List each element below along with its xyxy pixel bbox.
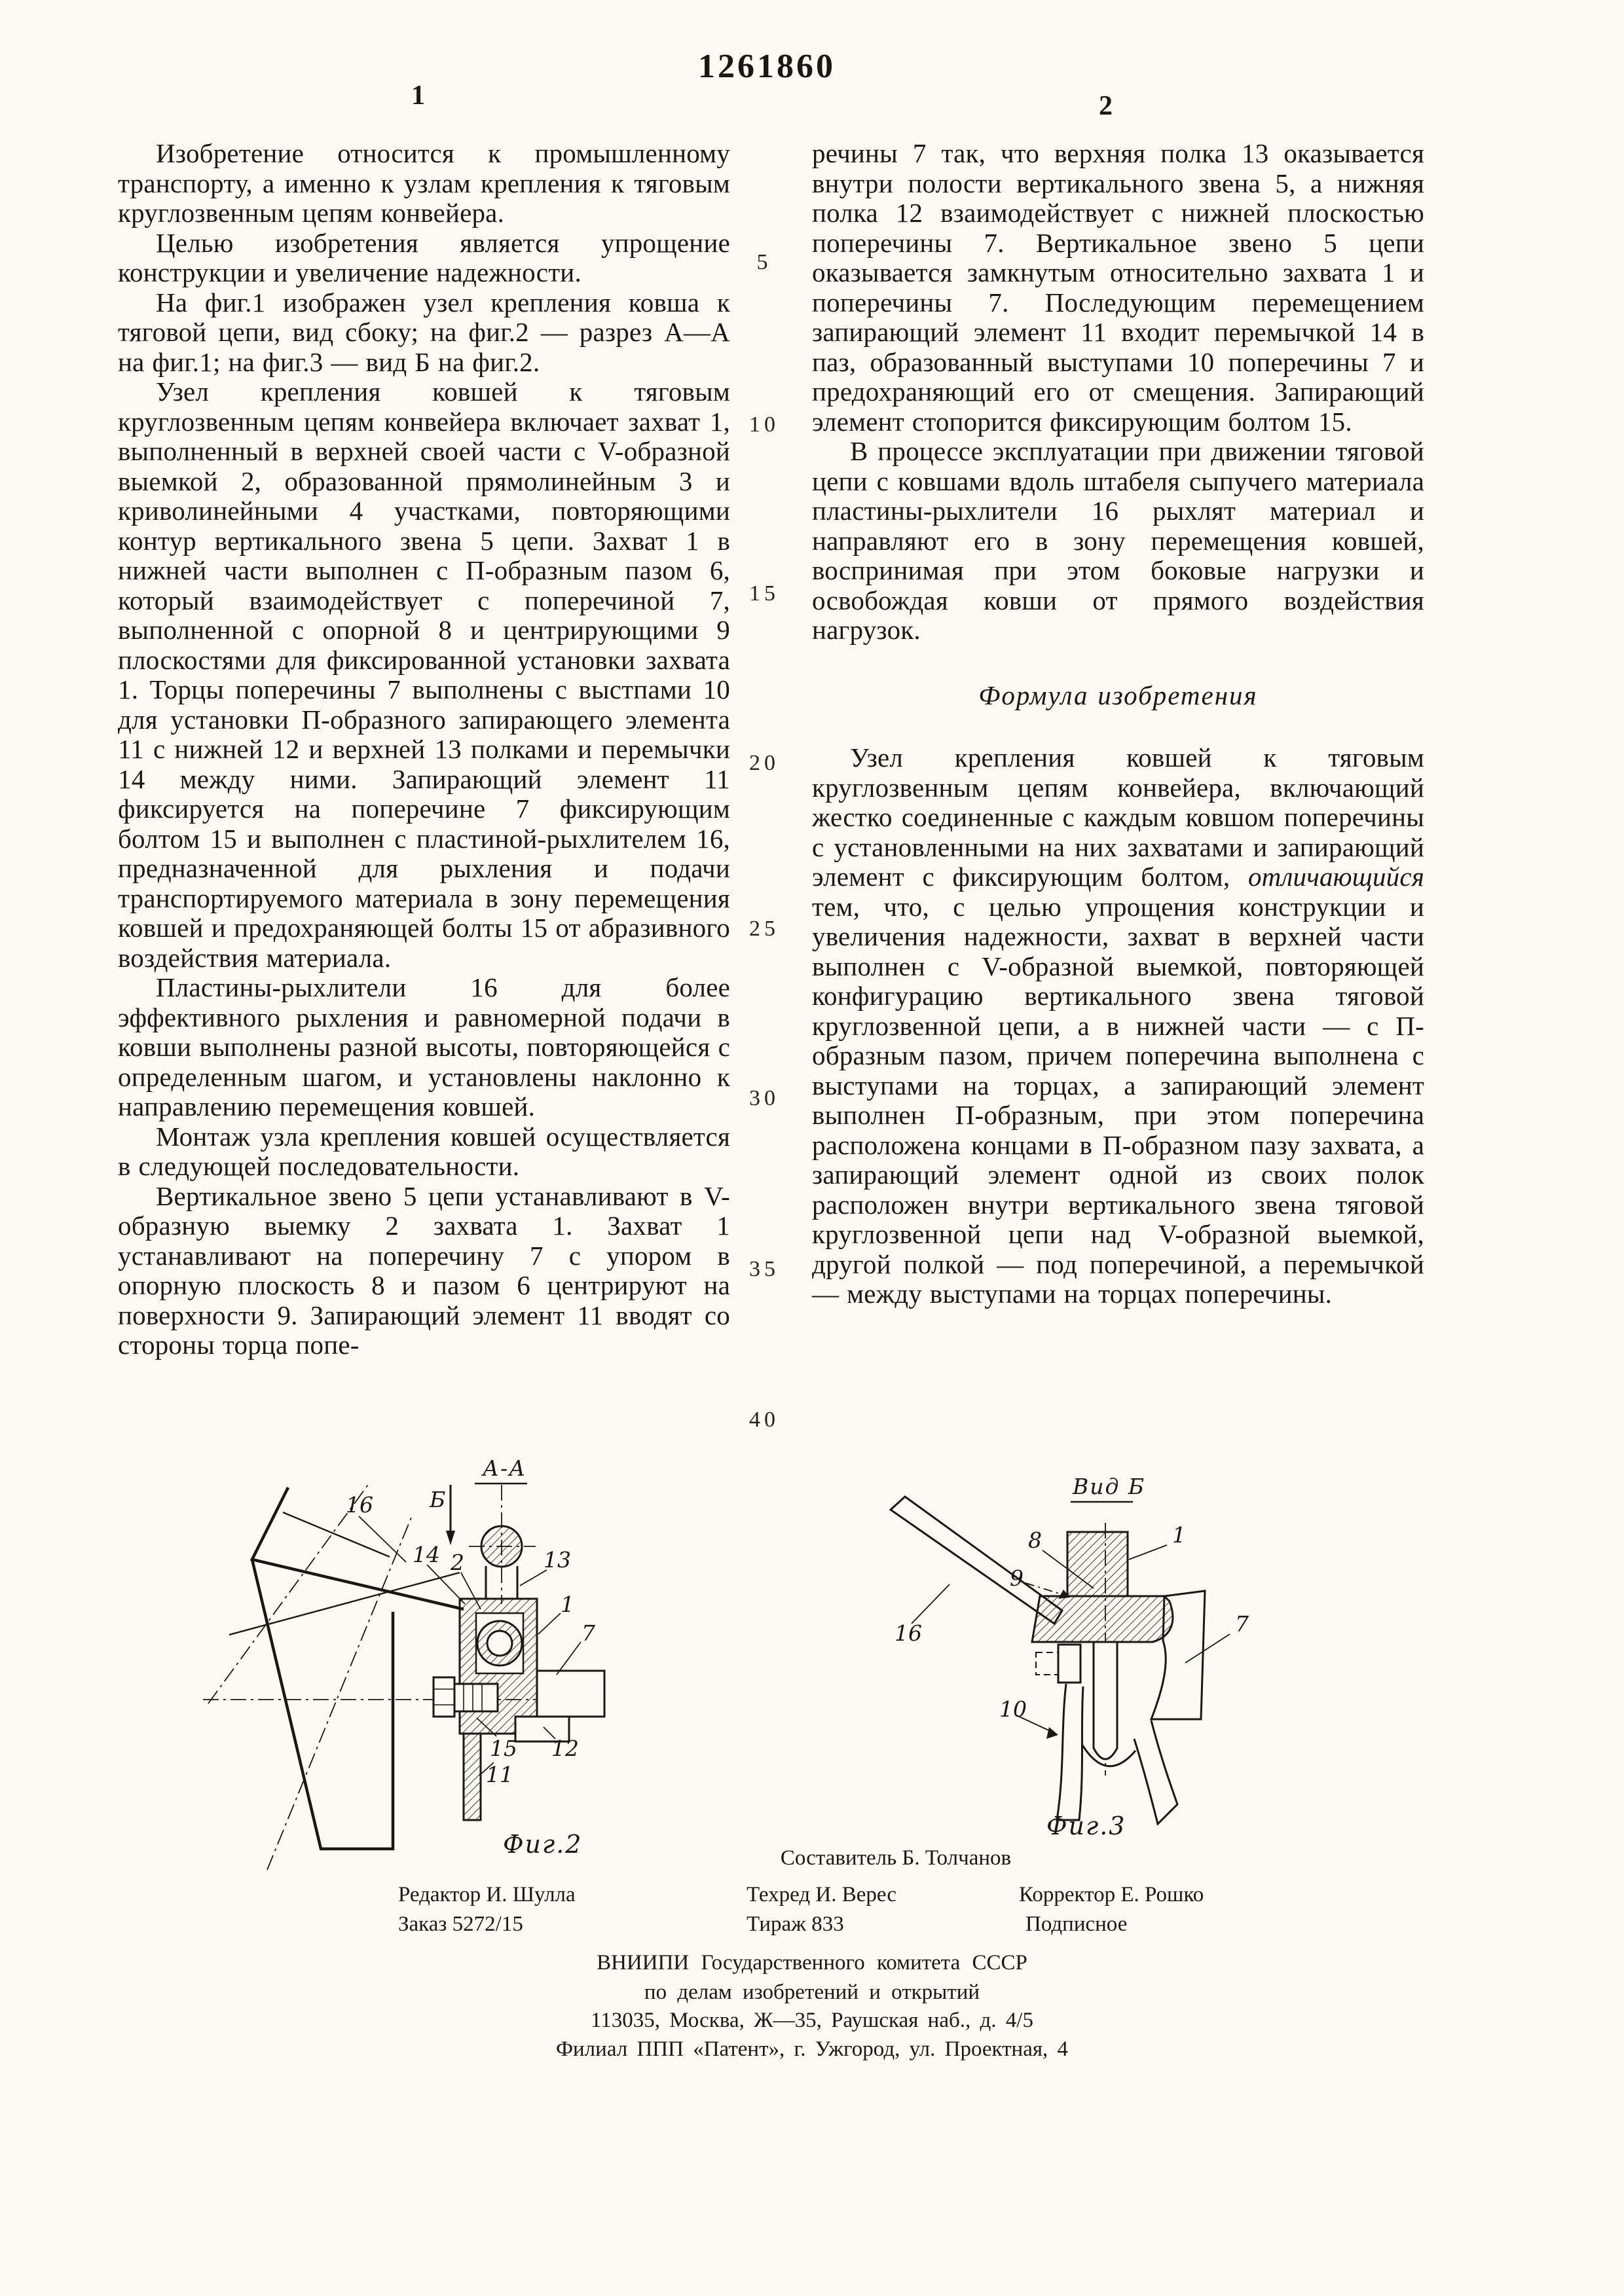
figure-2-section-drawing xyxy=(190,1447,661,1872)
callout-13: 13 xyxy=(544,1547,571,1573)
claim-paragraph xyxy=(812,743,1424,1309)
callout-10: 10 xyxy=(999,1696,1027,1722)
chain-link-right-prong xyxy=(1134,1721,1177,1824)
chain-link-cross-section xyxy=(481,1526,522,1567)
callout-1: 1 xyxy=(561,1592,574,1617)
chain-link-left-prong xyxy=(1057,1684,1083,1820)
line-number-35: 35 xyxy=(749,1257,779,1281)
ripper-plate xyxy=(891,1497,1062,1624)
callout-9: 9 xyxy=(1010,1565,1024,1591)
column-number-left: 1 xyxy=(411,81,425,111)
figure-3-caption: Фиг.3 xyxy=(1046,1812,1126,1840)
arrow-label: Б xyxy=(430,1487,447,1512)
footer-techred: Техред И. Верес xyxy=(747,1883,896,1906)
footer-print-run: Тираж 833 xyxy=(747,1912,844,1936)
bolt-head xyxy=(434,1677,454,1717)
paragraph: Монтаж узла крепления ковшей осуществляется в следующей последовательности. xyxy=(118,1121,730,1181)
bolt-side xyxy=(1058,1645,1080,1683)
grip-hatched xyxy=(1067,1532,1128,1596)
callout-8: 8 xyxy=(1028,1527,1042,1553)
view-label: Вид Б xyxy=(1073,1474,1146,1499)
cross-beam xyxy=(537,1671,604,1717)
paragraph-continuation: речины 7 так, что верхняя полка 13 оказывается внутри полости вертикального звена 5, а нижняя полка 12 взаимодействует с нижней плоскостью поперечины 7. Вертикальное звено 5 цепи оказывается замкнутым относительно захвата 1 и поперечины 7. Последующим перемещением запирающий элемент 11 входит перемычкой 14 в паз, образованный выступами 10 поперечины 7 и предохраняющий его от смещения. Запирающий элемент стопорится фиксирующим болтом 15. xyxy=(812,138,1424,437)
bolt-shaft xyxy=(454,1684,498,1711)
callout-16: 16 xyxy=(346,1492,373,1518)
paragraph: Целью изобретения является упрощение конструкции и увеличение надежности. xyxy=(118,227,730,287)
chain-link-shank xyxy=(1094,1642,1117,1759)
figure-2-caption: Фиг.2 xyxy=(503,1830,583,1859)
footer-address: 113035, Москва, Ж—35, Раушская наб., д. 4/5 xyxy=(591,2009,1033,2032)
callout-15: 15 xyxy=(490,1736,517,1761)
callout-11: 11 xyxy=(486,1762,513,1787)
locking-plate-hatched xyxy=(464,1734,481,1820)
claim-heading: Формула изобретения xyxy=(978,680,1258,710)
patent-number: 1261860 xyxy=(698,48,836,85)
footer-editor: Редактор И. Шулла xyxy=(398,1883,576,1906)
paragraph: Вертикальное звено 5 цепи устанавливают в V-образную выемку 2 захвата 1. Захват 1 устанавливают на поперечину 7 с упором в опорную плоскость 8 и пазом 6 центрируют на поверхности 9. Запирающий элемент 11 вводят со стороны торца попе- xyxy=(118,1180,730,1360)
line-number-15: 15 xyxy=(749,581,779,606)
line-number-20: 20 xyxy=(749,751,779,775)
footer-organization: ВНИИПИ Государственного комитета СССР xyxy=(597,1951,1027,1975)
link-lower-bend-bore xyxy=(487,1631,512,1656)
footer-compiler: Составитель Б. Толчанов xyxy=(780,1846,1012,1870)
line-number-40: 40 xyxy=(749,1408,779,1432)
text-column-left xyxy=(118,139,730,1360)
footer-department: по делам изобретений и открытий xyxy=(644,1980,980,2004)
callout-1: 1 xyxy=(1172,1522,1186,1548)
callout-14: 14 xyxy=(413,1542,440,1567)
claim-text-post: тем, что, с целью упрощения конструкции и увеличения надежности, захват в верхней части выполнен с V-образной выемкой, повторяющей конфигурацию вертикального звена тяговой круглозвенной цепи, а в нижней части — с П-образным пазом, причем поперечина выполнена с выступами на торцах, а запирающий элемент выполнен П-образным, при этом поперечина расположена концами в П-образном пазу захвата, а запирающий элемент одной из своих полок расположен внутри вертикального звена тяговой круглозвенной цепи над V-образной выемкой, другой полкой — под поперечиной, а перемычкой — между выступами на торцах поперечины. xyxy=(812,891,1424,1309)
callout-16: 16 xyxy=(895,1620,922,1646)
paragraph: В процессе эксплуатации при движении тяговой цепи с ковшами вдоль штабеля сыпучего материала пластины-рыхлители 16 рыхлят материал и направляют его в зону перемещения ковшей, воспринимая при этом боковые нагрузки и освобождая ковши от прямого воздействия нагрузок. xyxy=(812,436,1424,645)
figure-3-view-drawing xyxy=(871,1467,1290,1846)
paragraph: Пластины-рыхлители 16 для более эффективного рыхления и равномерной подачи в ковши выполнены разной высоты, повторяющейся с определенным шагом, и установлены наклонно к направлению перемещения ковшей. xyxy=(118,972,730,1121)
callout-7: 7 xyxy=(581,1620,595,1646)
paragraph: Изобретение относится к промышленному транспорту, а именно к узлам крепления к тяговым круглозвенным цепям конвейера. xyxy=(118,138,730,228)
bolt-head-hidden xyxy=(1036,1652,1058,1675)
footer-subscription: Подписное xyxy=(1025,1912,1128,1936)
ripper-plate-lines xyxy=(229,1512,460,1635)
line-number-5: 5 xyxy=(756,250,772,274)
callout-7: 7 xyxy=(1235,1611,1249,1637)
text-column-right xyxy=(812,139,1424,1309)
line-number-30: 30 xyxy=(749,1086,779,1110)
beam-section-hatched xyxy=(1032,1596,1173,1642)
footer-branch: Филиал ППП «Патент», г. Ужгород, ул. Проектная, 4 xyxy=(555,2037,1069,2061)
claim-text-pre: Узел крепления ковшей к тяговым круглозвенным цепям конвейера, включающий жестко соединенные с каждым ковшом поперечины с установленными на них захватами и запирающий элемент с фиксирующим болтом, xyxy=(812,742,1424,892)
view-direction-arrow xyxy=(446,1485,455,1545)
claim-text-italic: отличающийся xyxy=(1247,862,1424,892)
footer-order-number: Заказ 5272/15 xyxy=(398,1912,523,1936)
callout-12: 12 xyxy=(551,1736,579,1761)
line-number-10: 10 xyxy=(749,412,779,437)
paragraph: Узел крепления ковшей к тяговым круглозвенным цепям конвейера включает захват 1, выполненный в верхней своей части с V-образной выемкой 2, образованной прямолинейным 3 и криволинейными 4 участками, повторяющими контур вертикального звена 5 цепи. Захват 1 в нижней части выполнен с П-образным пазом 6, который взаимодействует с поперечиной 7, выполненной с опорной 8 и центрирующими 9 плоскостями для фиксированной установки захвата 1. Торцы поперечины 7 выполнены с выстпами 10 для установки П-образного запирающего элемента 11 с нижней 12 и верхней 13 полками и перемычки 14 между ними. Запирающий элемент 11 фиксируется на поперечине 7 фиксирующим болтом 15 и выполнен с пластиной-рыхлителем 16, предназначенной для рыхления и подачи транспортируемого материала в зону перемещения ковшей и предохраняющей болты 15 от абразивного воздействия материала. xyxy=(118,376,730,973)
section-label: А-А xyxy=(483,1455,527,1481)
line-number-25: 25 xyxy=(749,917,779,941)
paragraph: На фиг.1 изображен узел крепления ковша к тяговой цепи, вид сбоку; на фиг.2 — разрез А—А на фиг.1; на фиг.3 — вид Б на фиг.2. xyxy=(118,287,730,377)
callout-2: 2 xyxy=(451,1550,464,1575)
footer-corrector: Корректор Е. Рошко xyxy=(1019,1883,1204,1906)
column-number-right: 2 xyxy=(1099,91,1113,121)
